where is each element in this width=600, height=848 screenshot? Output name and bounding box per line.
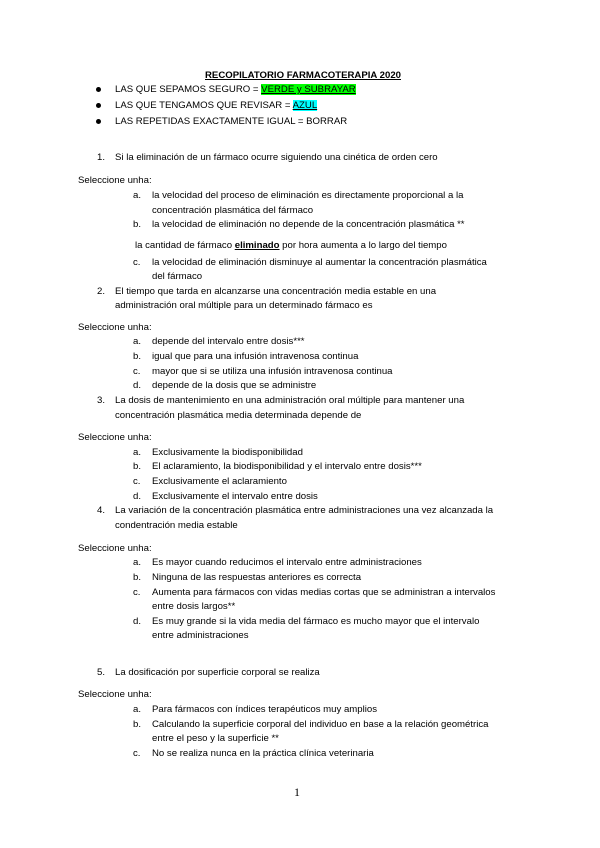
option-letter: a. [133,447,142,458]
legend-item-sure [115,84,356,96]
option-text: la velocidad del proceso de eliminación es directamente proporcional a la [152,190,464,201]
option-emphasis: eliminado [234,240,280,251]
option-letter: c. [133,366,141,377]
option-letter: a. [133,336,142,347]
option-letter: a. [133,704,142,715]
option-text: entre administraciones [152,630,249,641]
legend-highlight-green: VERDE y SUBRAYAR [261,84,356,95]
question-text: condentración media estable [115,520,238,531]
option-text: Es mayor cuando reducimos el intervalo entre administraciones [152,557,422,568]
legend-item-repeated: LAS REPETIDAS EXACTAMENTE IGUAL = BORRAR [115,116,348,127]
option-text: Aumenta para fármacos con vidas medias cortas que se administran a intervalos [152,587,496,598]
option-text: Exclusivamente la biodisponibilidad [152,447,303,458]
option-letter: b. [133,572,142,583]
option-text: entre el peso y la superficie ** [152,733,279,744]
bullet-icon [96,103,101,108]
bullet-icon [96,87,101,92]
option-letter: c. [133,748,141,759]
question-number: 2. [97,286,106,297]
question-number: 4. [97,505,106,516]
question-text: concentración plasmática media determinada depende de [115,410,362,421]
legend-text: LAS QUE SEPAMOS SEGURO = [115,84,262,95]
question-text: La dosificación por superficie corporal se realiza [115,667,320,678]
option-text: igual que para una infusión intravenosa continua [152,351,359,362]
option-letter: d. [133,380,142,391]
select-label: Seleccione unha: [78,543,152,554]
question-text: El tiempo que tarda en alcanzarse una concentración media estable en una [115,286,437,297]
legend-item-review [115,100,317,112]
option-text: la cantidad de fármaco [135,240,235,251]
option-letter: a. [133,190,142,201]
question-number: 5. [97,667,106,678]
option-text: Para fármacos con índices terapéuticos muy amplios [152,704,378,715]
legend-highlight-blue: AZUL [292,100,318,111]
option-letter: b. [133,461,142,472]
option-text: No se realiza nunca en la práctica clínica veterinaria [152,748,374,759]
question-text: La variación de la concentración plasmática entre administraciones una vez alcanzada la [115,505,494,516]
option-text: por hora aumenta a lo largo del tiempo [279,240,447,251]
option-letter: b. [133,351,142,362]
select-label: Seleccione unha: [78,689,152,700]
document-title: RECOPILATORIO FARMACOTERAPIA 2020 [205,70,401,81]
option-text-unlettered [135,240,447,252]
option-letter: b. [133,219,142,230]
option-letter: c. [133,257,141,268]
question-number: 1. [97,152,106,163]
option-text: entre dosis largos** [152,601,236,612]
question-text: Si la eliminación de un fármaco ocurre siguiendo una cinética de orden cero [115,152,438,163]
option-text: Es muy grande si la vida media del fármaco es mucho mayor que el intervalo [152,616,480,627]
option-letter: d. [133,616,142,627]
option-text: Ninguna de las respuestas anteriores es correcta [152,572,362,583]
option-text: la velocidad de eliminación disminuye al aumentar la concentración plasmática [152,257,487,268]
option-text: Exclusivamente el aclaramiento [152,476,287,487]
question-text: administración oral múltiple para un determinado fármaco es [115,300,373,311]
option-text: la velocidad de eliminación no depende de la concentración plasmática ** [152,219,465,230]
option-letter: d. [133,491,142,502]
option-text: El aclaramiento, la biodisponibilidad y el intervalo entre dosis*** [152,461,422,472]
option-letter: c. [133,476,141,487]
option-text: mayor que si se utiliza una infusión intravenosa continua [152,366,393,377]
select-label: Seleccione unha: [78,432,152,443]
select-label: Seleccione unha: [78,322,152,333]
option-text: depende del intervalo entre dosis*** [152,336,305,347]
legend-text: LAS QUE TENGAMOS QUE REVISAR = [115,100,293,111]
bullet-icon [96,119,101,124]
option-text: concentración plasmática del fármaco [152,205,314,216]
option-letter: a. [133,557,142,568]
option-letter: c. [133,587,141,598]
option-text: Exclusivamente el intervalo entre dosis [152,491,318,502]
select-label: Seleccione unha: [78,175,152,186]
option-text: del fármaco [152,271,203,282]
question-number: 3. [97,395,106,406]
question-text: La dosis de mantenimiento en una administración oral múltiple para mantener una [115,395,465,406]
option-text: depende de la dosis que se administre [152,380,317,391]
option-letter: b. [133,719,142,730]
option-text: Calculando la superficie corporal del individuo en base a la relación geométrica [152,719,489,730]
page-number: 1 [294,785,300,799]
